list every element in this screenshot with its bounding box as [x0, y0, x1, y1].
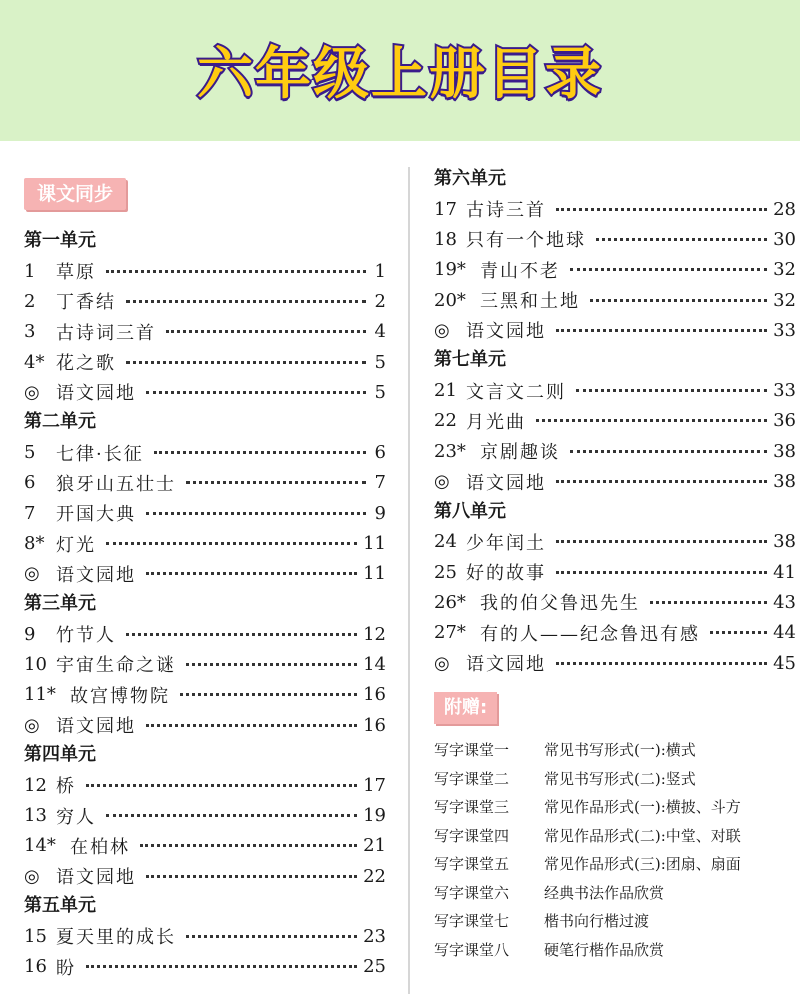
extras-item	[434, 850, 796, 879]
lesson-number: 4*	[24, 351, 45, 373]
lesson-number: ◎	[24, 563, 40, 585]
page-number: 16	[363, 684, 386, 706]
page-number: 44	[773, 622, 796, 644]
lesson-number: 25	[434, 561, 457, 583]
dot-leader	[146, 572, 357, 575]
extras-item	[434, 736, 796, 765]
lesson-title: 七律·长征	[56, 443, 144, 465]
lesson-number: ◎	[24, 381, 40, 403]
toc-entry[interactable]	[434, 527, 796, 557]
lesson-title: 狼牙山五壮士	[56, 473, 176, 495]
lesson-title: 三黑和土地	[480, 291, 580, 313]
title-banner	[0, 0, 800, 141]
lesson-number: 23*	[434, 440, 466, 462]
dot-leader	[710, 631, 767, 634]
lesson-title: 语文园地	[466, 472, 546, 494]
toc-entry[interactable]	[24, 377, 386, 407]
page-number: 2	[374, 290, 386, 312]
dot-leader	[650, 601, 767, 604]
extras-topic: 楷书向行楷过渡	[544, 912, 650, 931]
lesson-title: 语文园地	[56, 716, 136, 737]
toc-entry[interactable]	[24, 952, 386, 982]
toc-entry[interactable]	[434, 255, 796, 285]
page-number: 7	[374, 472, 386, 494]
toc-entry[interactable]	[434, 618, 796, 648]
extras-topic: 常见作品形式(一):横披、斗方	[544, 798, 741, 817]
dot-leader	[140, 844, 357, 847]
lesson-title: 京剧趣谈	[480, 442, 560, 464]
lesson-title: 丁香结	[56, 292, 116, 314]
lesson-title: 有的人——纪念鲁迅有感	[480, 623, 700, 645]
dot-leader	[86, 965, 357, 968]
lesson-number: 14*	[24, 835, 56, 857]
extras-lesson: 写字课堂一	[434, 741, 510, 760]
toc-entry[interactable]	[24, 559, 386, 589]
lesson-title: 在柏林	[70, 836, 130, 858]
extras-item	[434, 936, 796, 965]
page-number: 32	[773, 289, 796, 311]
dot-leader	[556, 208, 767, 211]
dot-leader	[126, 633, 357, 636]
page-number: 38	[773, 440, 796, 462]
page-number: 23	[363, 925, 386, 947]
lesson-number: 7	[24, 502, 36, 524]
page-number: 14	[363, 653, 386, 675]
extras-lesson: 写字课堂八	[434, 940, 510, 959]
lesson-title: 好的故事	[466, 563, 546, 585]
lesson-title: 语文园地	[56, 383, 136, 405]
dot-leader	[596, 238, 767, 241]
page-number: 4	[374, 321, 386, 343]
page-number: 33	[773, 319, 796, 341]
page-number: 16	[363, 714, 386, 736]
toc-entry[interactable]	[434, 436, 796, 466]
dot-leader	[590, 299, 767, 302]
extras-item	[434, 879, 796, 908]
lesson-title: 古诗三首	[466, 200, 546, 222]
toc-entry[interactable]	[24, 437, 386, 467]
toc-entry[interactable]	[24, 831, 386, 861]
lesson-number: 19*	[434, 259, 466, 281]
lesson-number: 17	[434, 198, 457, 220]
dot-leader	[126, 300, 366, 303]
extras-item	[434, 907, 796, 936]
toc-entry[interactable]	[24, 528, 386, 558]
lesson-title: 开国大典	[56, 504, 136, 526]
page-number: 36	[773, 410, 796, 432]
extras-topic: 硬笔行楷作品欣赏	[544, 940, 665, 959]
page-title: 六年级上册目录	[197, 42, 603, 107]
extras-lesson: 写字课堂三	[434, 798, 510, 817]
extras-topic: 经典书法作品欣赏	[544, 883, 665, 902]
toc-entry[interactable]	[24, 347, 386, 377]
lesson-number: ◎	[24, 865, 40, 887]
lesson-number: ◎	[434, 319, 450, 341]
lesson-number: 13	[24, 805, 47, 827]
lesson-title: 文言文二则	[466, 381, 566, 403]
toc-entry[interactable]	[24, 619, 386, 649]
dot-leader	[106, 270, 366, 273]
extras-section	[434, 692, 796, 964]
page-number: 33	[773, 380, 796, 402]
dot-leader	[146, 724, 357, 727]
toc-entry[interactable]	[24, 861, 386, 891]
unit-heading: 第一单元	[24, 230, 96, 251]
dot-leader	[106, 542, 357, 545]
dot-leader	[146, 391, 366, 394]
toc-entry[interactable]	[24, 800, 386, 830]
toc-entry[interactable]	[24, 921, 386, 951]
page-number: 43	[773, 591, 796, 613]
lesson-title: 古诗词三首	[56, 322, 156, 344]
lesson-number: 15	[24, 925, 47, 947]
lesson-title: 语文园地	[466, 321, 546, 343]
lesson-title: 故宫博物院	[70, 685, 170, 707]
page-number: 5	[374, 381, 386, 403]
unit-heading: 第三单元	[24, 592, 96, 614]
dot-leader	[186, 481, 366, 484]
lesson-title: 花之歌	[56, 353, 116, 375]
extras-lesson: 写字课堂五	[434, 855, 510, 874]
extras-lesson: 写字课堂四	[434, 826, 510, 845]
extras-lesson: 写字课堂七	[434, 912, 510, 931]
dot-leader	[576, 389, 767, 392]
unit-heading: 第五单元	[24, 895, 96, 917]
dot-leader	[556, 571, 767, 574]
page-number: 25	[363, 956, 386, 978]
toc-entry[interactable]	[24, 317, 386, 347]
dot-leader	[536, 419, 767, 422]
page-number: 19	[363, 805, 386, 827]
lesson-title: 穷人	[56, 806, 96, 828]
toc-entry[interactable]	[24, 770, 386, 800]
lesson-number: 18	[434, 228, 457, 250]
page-number: 11	[363, 563, 386, 585]
lesson-number: 2	[24, 290, 36, 312]
lesson-number: 20*	[434, 289, 466, 311]
extras-lesson: 写字课堂六	[434, 883, 510, 902]
lesson-number: ◎	[434, 471, 450, 493]
dot-leader	[180, 693, 357, 696]
unit-heading: 第七单元	[434, 349, 506, 371]
lesson-number: 10	[24, 653, 47, 675]
lesson-title: 少年闰土	[466, 532, 546, 554]
lesson-title: 竹节人	[56, 625, 116, 647]
extras-tag: 附赠:	[434, 692, 497, 724]
page-number: 17	[363, 774, 386, 796]
dot-leader	[556, 540, 767, 543]
lesson-number: ◎	[434, 652, 450, 674]
lesson-title: 盼	[56, 957, 76, 979]
lesson-number: 22	[434, 410, 457, 432]
column-divider	[408, 167, 410, 994]
lesson-title: 只有一个地球	[466, 230, 586, 252]
left-column	[24, 178, 386, 982]
lesson-title: 夏天里的成长	[56, 927, 176, 949]
toc-entry[interactable]	[434, 375, 796, 405]
extras-item	[434, 765, 796, 794]
extras-topic: 常见书写形式(一):横式	[544, 741, 696, 760]
lesson-number: 6	[24, 472, 36, 494]
lesson-number: 9	[24, 623, 36, 645]
page-number: 32	[773, 259, 796, 281]
lesson-number: 3	[24, 321, 36, 343]
dot-leader	[86, 784, 357, 787]
lesson-title: 我的伯父鲁迅先生	[480, 593, 640, 615]
toc-entry[interactable]	[434, 557, 796, 587]
page-number: 28	[773, 198, 796, 220]
toc-entry[interactable]	[434, 587, 796, 617]
extras-topic: 常见作品形式(三):团扇、扇面	[544, 855, 741, 874]
lesson-number: 1	[24, 260, 36, 282]
extras-topic: 常见作品形式(二):中堂、对联	[544, 826, 741, 845]
section-tag: 课文同步	[24, 178, 126, 210]
lesson-number: 27*	[434, 622, 466, 644]
lesson-title: 桥	[56, 776, 76, 798]
page-number: 45	[773, 652, 796, 674]
extras-item	[434, 822, 796, 851]
page-number: 38	[773, 471, 796, 493]
dot-leader	[146, 512, 366, 515]
page-number: 9	[374, 502, 386, 524]
toc-entry[interactable]	[434, 466, 796, 496]
extras-topic: 常见书写形式(二):竖式	[544, 769, 696, 788]
right-column	[434, 164, 796, 964]
lesson-number: 26*	[434, 591, 466, 613]
dot-leader	[186, 935, 357, 938]
extras-lesson: 写字课堂二	[434, 769, 510, 788]
lesson-title: 语文园地	[56, 564, 136, 586]
page-number: 38	[773, 531, 796, 553]
dot-leader	[106, 814, 357, 817]
toc-entry[interactable]	[24, 649, 386, 679]
lesson-number: ◎	[24, 714, 40, 736]
lesson-title: 宇宙生命之谜	[56, 655, 176, 677]
unit-heading: 第八单元	[434, 500, 506, 522]
dot-leader	[556, 662, 767, 665]
page-number: 6	[374, 442, 386, 464]
lesson-number: 21	[434, 380, 457, 402]
page-number: 41	[773, 561, 796, 583]
dot-leader	[556, 480, 767, 483]
dot-leader	[166, 330, 366, 333]
lesson-number: 5	[24, 442, 36, 464]
dot-leader	[126, 361, 366, 364]
page-number: 12	[363, 623, 386, 645]
page-number: 5	[374, 351, 386, 373]
toc-entry[interactable]	[24, 710, 386, 740]
lesson-title: 语文园地	[466, 654, 546, 675]
page-number: 21	[363, 835, 386, 857]
lesson-title: 青山不老	[480, 260, 560, 282]
dot-leader	[146, 875, 357, 878]
toc-entry[interactable]	[24, 498, 386, 528]
unit-heading: 第四单元	[24, 744, 96, 766]
toc-entry[interactable]	[434, 648, 796, 678]
unit-heading: 第六单元	[434, 168, 506, 189]
page-number: 22	[363, 865, 386, 887]
toc-entry[interactable]	[434, 285, 796, 315]
unit-heading: 第二单元	[24, 411, 96, 433]
lesson-number: 11*	[24, 684, 56, 706]
toc-entry[interactable]	[24, 286, 386, 316]
lesson-number: 16	[24, 956, 47, 978]
page-number: 30	[773, 228, 796, 250]
toc-entry[interactable]	[434, 315, 796, 345]
lesson-number: 12	[24, 774, 47, 796]
toc-entry[interactable]	[434, 406, 796, 436]
page-number: 1	[374, 260, 386, 282]
page-number: 11	[363, 533, 386, 555]
lesson-title: 灯光	[56, 534, 96, 556]
toc-entry[interactable]	[24, 256, 386, 286]
extras-item	[434, 793, 796, 822]
dot-leader	[570, 450, 767, 453]
dot-leader	[570, 268, 767, 271]
toc-entry[interactable]	[434, 224, 796, 254]
lesson-title: 月光曲	[466, 411, 526, 433]
lesson-title: 草原	[56, 262, 96, 284]
dot-leader	[186, 663, 357, 666]
lesson-number: 8*	[24, 533, 45, 555]
lesson-title: 语文园地	[56, 867, 136, 889]
toc-entry[interactable]	[434, 194, 796, 224]
toc-entry[interactable]	[24, 680, 386, 710]
lesson-number: 24	[434, 531, 457, 553]
dot-leader	[556, 329, 767, 332]
toc-entry[interactable]	[24, 468, 386, 498]
dot-leader	[154, 451, 366, 454]
